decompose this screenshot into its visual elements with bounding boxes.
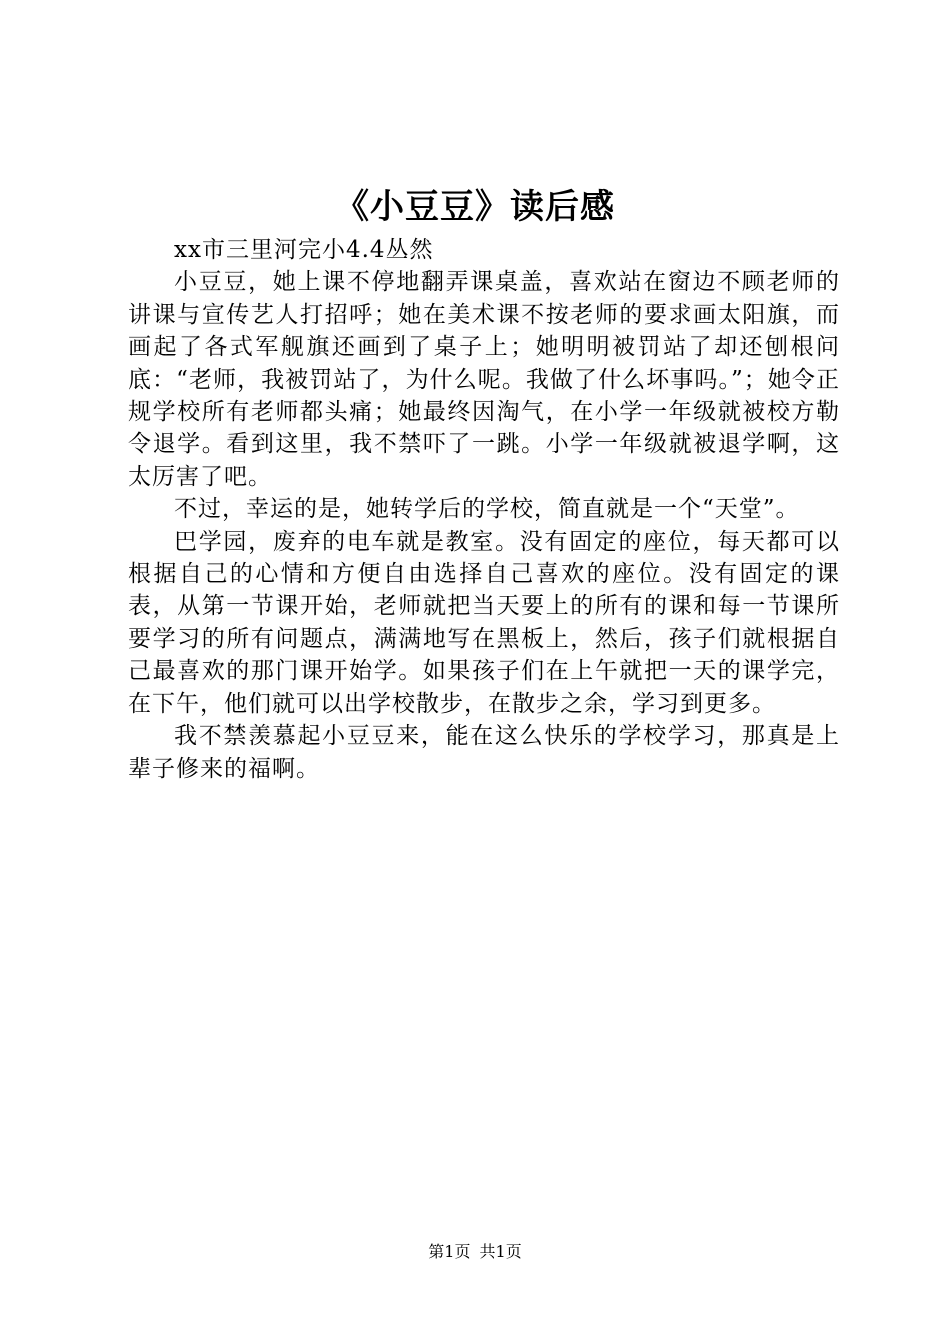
document-body — [128, 234, 840, 785]
author-line: xx市三里河完小4.4丛然 — [174, 237, 434, 263]
paragraph-4: 我不禁羡慕起小豆豆来，能在这么快乐的学校学习，那真是上辈子修来的福啊。 — [128, 723, 840, 782]
page-footer — [0, 1240, 950, 1264]
page-total: 共1页 — [479, 1242, 522, 1261]
paragraph-1: 小豆豆，她上课不停地翻弄课桌盖，喜欢站在窗边不顾老师的讲课与宣传艺人打招呼；她在美术课不按老师的要求画太阳旗，而画起了各式军舰旗还画到了桌子上；她明明被罚站了却还刨根问底：“老师，我被罚站了，为什么呢。我做了什么坏事吗。”；她令正规学校所有老师都头痛；她最终因淘气，在小学一年级就被校方勒令退学。看到这里，我不禁吓了一跳。小学一年级就被退学啊，这太厉害了吧。 — [128, 269, 840, 490]
document-title: 《小豆豆》读后感 — [335, 187, 615, 227]
paragraph-2: 不过，幸运的是，她转学后的学校，简直就是一个“天堂”。 — [174, 496, 800, 523]
paragraph-3: 巴学园，废弃的电车就是教室。没有固定的座位，每天都可以根据自己的心情和方便自由选择自己喜欢的座位。没有固定的课表，从第一节课开始，老师就把当天要上的所有的课和每一节课所要学习的所有问题点，满满地写在黑板上，然后，孩子们就根据自己最喜欢的那门课开始学。如果孩子们在上午就把一天的课学完，在下午，他们就可以出学校散步，在散步之余，学习到更多。 — [128, 528, 840, 717]
page-number: 第1页 — [428, 1242, 471, 1261]
